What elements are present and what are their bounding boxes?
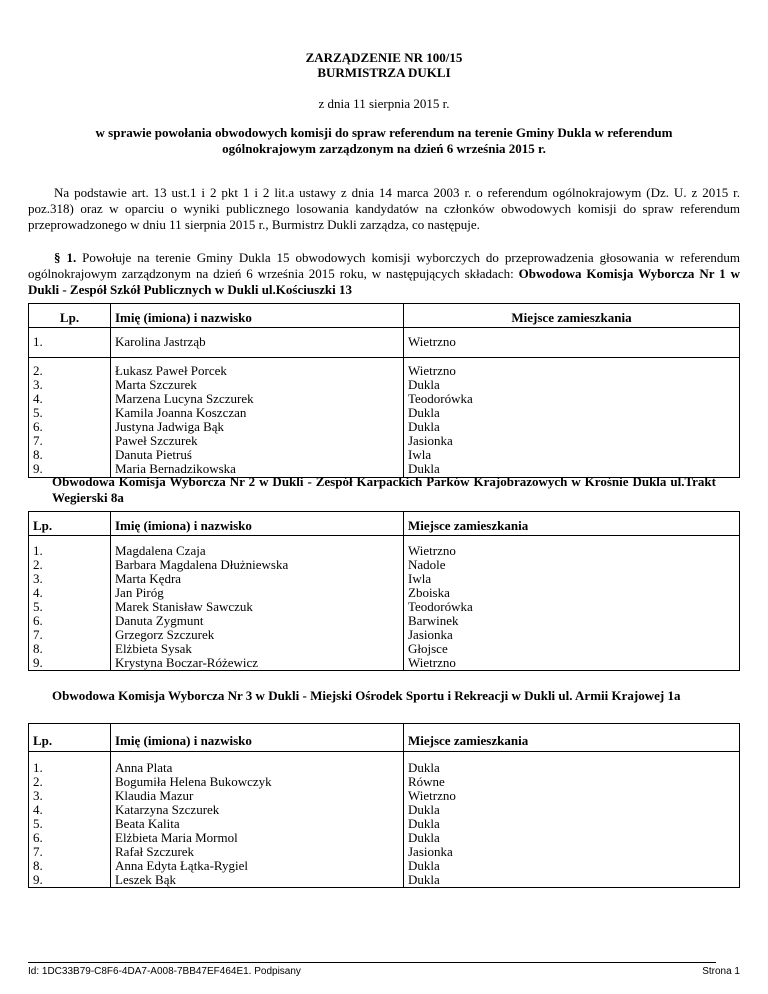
table-cell-lp: 2. <box>33 774 43 789</box>
col-header-lp: Lp. <box>29 304 111 328</box>
document-subject: w sprawie powołania obwodowych komisji do spraw referendum na terenie Gminy Dukla w referendum ogólnokrajowym zarządzonym na dzień 6 września 2015 r. <box>95 125 673 156</box>
table-cell-lp: 9. <box>33 872 43 887</box>
table-cell-lp: 3. <box>33 788 43 803</box>
table-cell-place: Głojsce <box>408 641 448 656</box>
table-cell-lp: 9. <box>33 461 43 476</box>
table-cell-name: Marzena Lucyna Szczurek <box>115 391 254 406</box>
table-cell-lp: 2. <box>33 363 43 378</box>
table-cell-name: Łukasz Paweł Porcek <box>115 363 227 378</box>
table-cell-lp: 9. <box>33 655 43 670</box>
table-cell-lp-group <box>29 536 111 671</box>
col-header-lp: Lp. <box>29 512 111 536</box>
commission-3-heading: Obwodowa Komisja Wyborcza Nr 3 w Dukli - Miejski Ośrodek Sportu i Rekreacji w Dukli ul. Armii Krajowej 1a <box>52 688 681 703</box>
col-header-name: Imię (imiona) i nazwisko <box>111 724 404 752</box>
table-cell-lp: 5. <box>33 405 43 420</box>
commission-1-heading: Obwodowa Komisja Wyborcza Nr 1 w Dukli - Zespół Szkół Publicznych w Dukli ul.Kościuszki 13 <box>28 266 740 297</box>
col-header-name: Imię (imiona) i nazwisko <box>111 512 404 536</box>
col-header-lp: Lp. <box>29 724 111 752</box>
table-cell-lp: 5. <box>33 816 43 831</box>
table-cell-place: Teodorówka <box>408 599 473 614</box>
table-cell-lp: 6. <box>33 419 43 434</box>
table-cell-name-group <box>111 358 404 478</box>
table-cell-lp: 5. <box>33 599 43 614</box>
table-cell-name: Elżbieta Sysak <box>115 641 192 656</box>
table-cell-lp: 4. <box>33 802 43 817</box>
table-cell-lp: 4. <box>33 585 43 600</box>
table-cell-name: Jan Piróg <box>115 585 164 600</box>
table-cell-name-group <box>111 536 404 671</box>
table-cell-place: Barwinek <box>408 613 459 628</box>
table-cell-name: Maria Bernadzikowska <box>115 461 236 476</box>
table-cell-place: Wietrzno <box>408 543 456 558</box>
table-cell-place: Dukla <box>408 760 440 775</box>
col-header-name: Imię (imiona) i nazwisko <box>111 304 404 328</box>
table-cell-place-group <box>404 752 740 888</box>
col-header-place: Miejsce zamieszkania <box>404 512 740 536</box>
commission-2-table <box>28 511 740 671</box>
table-cell-place: Dukla <box>408 419 440 434</box>
table-cell-place: Jasionka <box>408 627 453 642</box>
intro-paragraph: Na podstawie art. 13 ust.1 i 2 pkt 1 i 2 lit.a ustawy z dnia 14 marca 2003 r. o referendum ogólnokrajowym (Dz. U. z 2015 r. poz.318) oraz w oparciu o wyniki publicznego losowania kandydatów na członków obwodowych komisji do spraw referendum przeprowadzonego w dniu 11 sierpnia 2015 r., Burmistrz Dukli zarządza, co następuje. <box>28 185 740 232</box>
table-cell-place: Nadole <box>408 557 446 572</box>
table-cell-lp: 7. <box>33 627 43 642</box>
table-cell-place: Dukla <box>408 858 440 873</box>
table-cell-place: Równe <box>408 774 445 789</box>
table-cell-lp: 4. <box>33 391 43 406</box>
table-cell-name: Barbara Magdalena Dłużniewska <box>115 557 289 572</box>
table-cell-place: Dukla <box>408 405 440 420</box>
document-date: z dnia 11 sierpnia 2015 r. <box>318 96 450 111</box>
table-cell-name: Leszek Bąk <box>115 872 177 887</box>
table-cell-place: Jasionka <box>408 844 453 859</box>
section-text: Powołuje na terenie Gminy Dukla 15 obwodowych komisji wyborczych do przeprowadzenia głosowania w referendum ogólnokrajowym zarządzonym na dzień 6 września 2015 roku, w następujących składach: <box>28 250 740 281</box>
table-cell-lp: 8. <box>33 641 43 656</box>
table-cell-lp: 1. <box>33 760 43 775</box>
section-mark: § 1. <box>54 250 77 265</box>
table-cell-name: Justyna Jadwiga Bąk <box>115 419 225 434</box>
table-cell-name: Krystyna Boczar-Różewicz <box>115 655 259 670</box>
table-cell-place: Wietrzno <box>408 655 456 670</box>
table-cell-name: Karolina Jastrząb <box>111 328 404 358</box>
table-cell-name: Marek Stanisław Sawczuk <box>115 599 253 614</box>
table-cell-lp: 8. <box>33 858 43 873</box>
table-cell-name: Paweł Szczurek <box>115 433 198 448</box>
table-cell-lp: 6. <box>33 830 43 845</box>
table-cell-name: Kamila Joanna Koszczan <box>115 405 247 420</box>
table-cell-place: Dukla <box>408 872 440 887</box>
table-cell-place: Dukla <box>408 830 440 845</box>
table-cell-place: Zboiska <box>408 585 450 600</box>
table-cell-lp: 3. <box>33 571 43 586</box>
table-cell-name: Bogumiła Helena Bukowczyk <box>115 774 272 789</box>
table-cell-place: Wietrzno <box>404 328 740 358</box>
table-cell-name: Danuta Pietruś <box>115 447 192 462</box>
table-cell-name: Katarzyna Szczurek <box>115 802 220 817</box>
document-title <box>0 50 768 80</box>
table-cell-place: Wietrzno <box>408 363 456 378</box>
table-cell-name: Marta Szczurek <box>115 377 197 392</box>
table-cell-lp: 7. <box>33 433 43 448</box>
table-cell-lp-group <box>29 358 111 478</box>
footer-divider <box>28 962 716 963</box>
table-cell-place: Dukla <box>408 461 440 476</box>
table-cell-lp: 2. <box>33 557 43 572</box>
table-cell-place: Jasionka <box>408 433 453 448</box>
table-cell-name: Danuta Zygmunt <box>115 613 204 628</box>
footer-page-number: Strona 1 <box>702 966 740 977</box>
commission-3-table <box>28 723 740 888</box>
table-cell-place: Dukla <box>408 802 440 817</box>
col-header-place: Miejsce zamieszkania <box>404 724 740 752</box>
table-cell-name: Elżbieta Maria Mormol <box>115 830 238 845</box>
table-cell-lp: 7. <box>33 844 43 859</box>
table-cell-name-group <box>111 752 404 888</box>
table-cell-place: Teodorówka <box>408 391 473 406</box>
table-cell-place: Iwla <box>408 571 432 586</box>
table-cell-place: Wietrzno <box>408 788 456 803</box>
col-header-place: Miejsce zamieszkania <box>404 304 740 328</box>
table-cell-lp: 6. <box>33 613 43 628</box>
table-cell-name: Grzegorz Szczurek <box>115 627 215 642</box>
table-cell-name: Beata Kalita <box>115 816 180 831</box>
commission-2-heading: Obwodowa Komisja Wyborcza Nr 2 w Dukli - Zespół Karpackich Parków Krajobrazowych w Krośnie Dukla ul.Trakt Wegierski 8a <box>52 474 716 505</box>
table-cell-name: Rafał Szczurek <box>115 844 195 859</box>
table-cell-lp: 3. <box>33 377 43 392</box>
title-line-2: BURMISTRZA DUKLI <box>317 65 451 80</box>
table-cell-name: Anna Edyta Łątka-Rygiel <box>115 858 249 873</box>
title-line-1: ZARZĄDZENIE NR 100/15 <box>305 50 463 65</box>
table-cell-place-group <box>404 536 740 671</box>
commission-1-table <box>28 303 740 478</box>
table-cell-lp: 1. <box>29 328 111 358</box>
table-cell-place-group <box>404 358 740 478</box>
table-cell-place: Iwla <box>408 447 432 462</box>
section-1-paragraph <box>28 250 740 298</box>
table-cell-name: Anna Plata <box>115 760 173 775</box>
table-cell-place: Dukla <box>408 377 440 392</box>
footer-document-id: Id: 1DC33B79-C8F6-4DA7-A008-7BB47EF464E1. Podpisany <box>28 966 301 977</box>
table-cell-lp-group <box>29 752 111 888</box>
table-cell-lp: 1. <box>33 543 43 558</box>
table-cell-name: Marta Kędra <box>115 571 182 586</box>
table-cell-place: Dukla <box>408 816 440 831</box>
table-cell-name: Magdalena Czaja <box>115 543 206 558</box>
table-cell-name: Klaudia Mazur <box>115 788 194 803</box>
table-cell-lp: 8. <box>33 447 43 462</box>
